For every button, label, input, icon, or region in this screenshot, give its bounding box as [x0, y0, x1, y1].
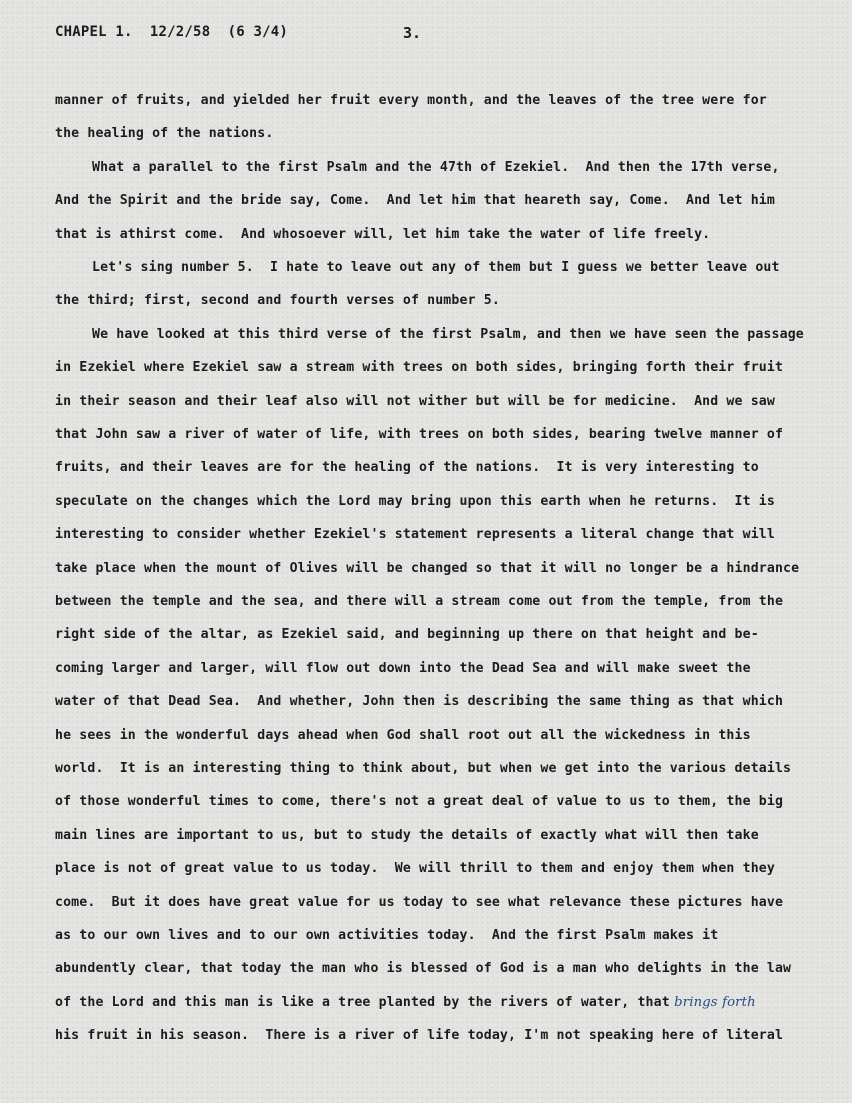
line-text: in their season and their leaf also will not wither but will be for medicine. And we saw	[55, 393, 775, 409]
line-text: of those wonderful times to come, there's not a great deal of value to us to them, the big	[55, 794, 784, 810]
text-line	[55, 359, 783, 377]
text-line	[55, 994, 756, 1012]
text-line	[55, 860, 775, 878]
line-text: We have looked at this third verse of the first Psalm, and then we have seen the passage	[92, 326, 804, 342]
line-text: right side of the altar, as Ezekiel said, and beginning up there on that height and be-	[55, 627, 759, 643]
text-line	[55, 393, 775, 411]
text-line	[55, 292, 500, 310]
text-line	[55, 560, 799, 578]
line-text: main lines are important to us, but to study the details of exactly what will then take	[55, 827, 759, 843]
line-text: take place when the mount of Olives will be changed so that it will no longer be a hindrance	[55, 560, 800, 576]
line-text: fruits, and their leaves are for the healing of the nations. It is very interesting to	[55, 460, 759, 476]
text-line	[55, 760, 791, 778]
line-text: the third; first, second and fourth verses of number 5.	[55, 293, 500, 309]
line-text: coming larger and larger, will flow out down into the Dead Sea and will make sweet the	[55, 660, 751, 676]
text-line	[55, 593, 783, 611]
text-line	[55, 1027, 783, 1045]
text-line	[92, 259, 780, 277]
text-line	[55, 894, 783, 912]
text-line	[55, 626, 759, 644]
text-line	[55, 660, 751, 678]
text-line	[55, 793, 783, 811]
text-line	[55, 226, 710, 244]
text-line	[55, 927, 718, 945]
handwritten-annotation: brings forth	[669, 994, 756, 1010]
line-text: And the Spirit and the bride say, Come. And let him that heareth say, Come. And let him	[55, 193, 775, 209]
text-line	[55, 493, 775, 511]
line-text: in Ezekiel where Ezekiel saw a stream with trees on both sides, bringing forth their fruit	[55, 360, 784, 376]
line-text: between the temple and the sea, and there will a stream come out from the temple, from the	[55, 594, 784, 609]
line-text: abundently clear, that today the man who is blessed of God is a man who delights in the law	[55, 961, 792, 977]
text-line	[55, 960, 791, 978]
line-text: manner of fruits, and yielded her fruit every month, and the leaves of the tree were for	[55, 93, 767, 108]
text-line	[92, 159, 780, 177]
line-text: What a parallel to the first Psalm and the 47th of Ezekiel. And then the 17th verse,	[92, 159, 780, 175]
text-line	[55, 827, 759, 845]
text-line	[55, 92, 767, 110]
text-line	[55, 125, 273, 143]
line-text: world. It is an interesting thing to think about, but when we get into the various details	[55, 761, 792, 776]
line-text: he sees in the wonderful days ahead when God shall root out all the wickedness in this	[55, 727, 751, 743]
text-line	[55, 693, 783, 711]
line-text: that is athirst come. And whosoever will, let him take the water of life freely.	[55, 226, 711, 242]
line-text: as to our own lives and to our own activities today. And the first Psalm makes it	[55, 928, 719, 943]
line-text: Let's sing number 5. I hate to leave out any of them but I guess we better leave out	[92, 260, 780, 275]
line-text: of the Lord and this man is like a tree planted by the rivers of water, that	[55, 994, 670, 1010]
line-text: interesting to consider whether Ezekiel's statement represents a literal change that will	[55, 527, 775, 543]
page-header: CHAPEL 1. 12/2/58 (6 3/4)	[55, 24, 288, 40]
page-number: 3.	[403, 24, 422, 42]
line-text: water of that Dead Sea. And whether, John then is describing the same thing as that which	[55, 694, 784, 710]
text-line	[55, 727, 751, 745]
line-text: his fruit in his season. There is a river of life today, I'm not speaking here of literal	[55, 1028, 784, 1044]
line-text: that John saw a river of water of life, with trees on both sides, bearing twelve manner of	[55, 427, 784, 442]
text-line	[55, 459, 759, 477]
text-line	[55, 426, 783, 444]
line-text: come. But it does have great value for us today to see what relevance these pictures have	[55, 894, 784, 910]
line-text: place is not of great value to us today. We will thrill to them and enjoy them when they	[55, 861, 775, 877]
text-line	[92, 326, 804, 344]
line-text: the healing of the nations.	[55, 126, 274, 142]
text-line	[55, 192, 775, 210]
text-line	[55, 526, 775, 544]
line-text: speculate on the changes which the Lord may bring upon this earth when he returns. It is	[55, 493, 775, 509]
